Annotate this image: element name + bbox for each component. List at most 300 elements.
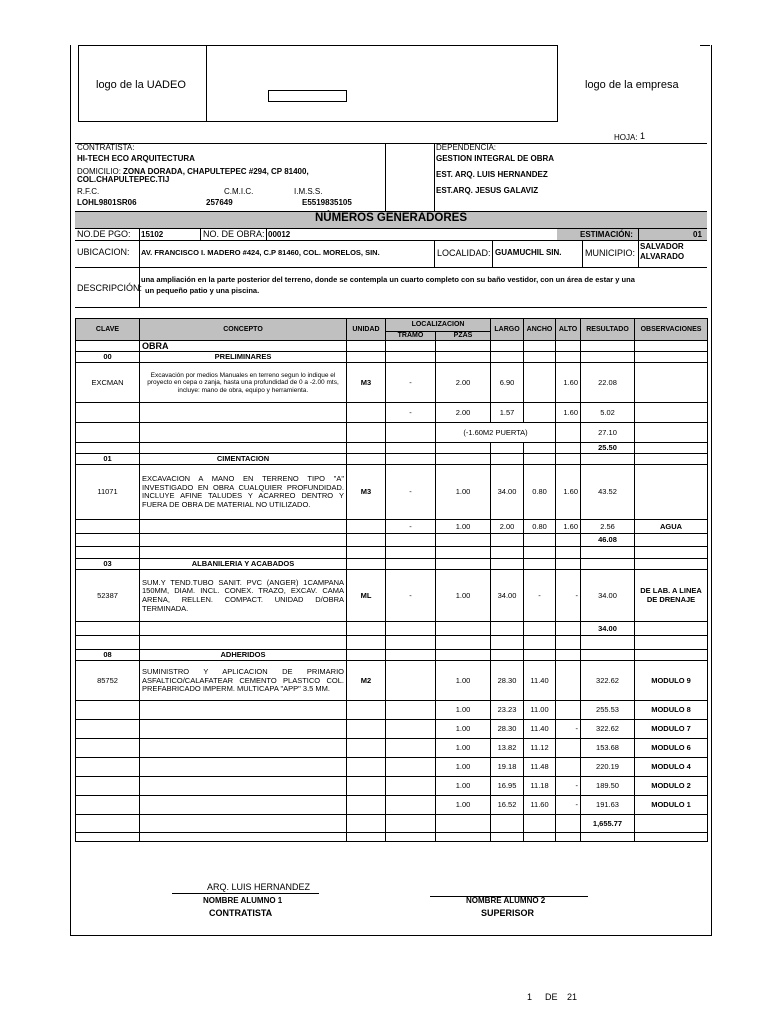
alto-cell (556, 739, 581, 758)
ancho-cell: 11.00 (524, 701, 556, 720)
table-row (76, 520, 708, 534)
resultado-cell: 322.62 (581, 661, 635, 701)
cell (76, 815, 140, 833)
largo-cell: 6.90 (491, 363, 524, 403)
cell (635, 833, 708, 842)
table-row (76, 465, 708, 520)
imss-label: I.M.S.S. (294, 187, 323, 196)
total-row (76, 534, 708, 547)
observaciones-cell: MODULO 6 (635, 739, 708, 758)
alto-cell (556, 661, 581, 701)
cell (556, 352, 581, 363)
cell (140, 547, 347, 559)
concepto-cell (140, 739, 347, 758)
blank-row (76, 547, 708, 559)
info-line-2 (75, 267, 707, 268)
ancho-cell: - (524, 570, 556, 622)
ancho-cell: 11.12 (524, 739, 556, 758)
tramo-cell (386, 777, 436, 796)
total-cell: 46.08 (581, 534, 635, 547)
cell (386, 534, 436, 547)
cell (436, 534, 491, 547)
concepto-cell (140, 720, 347, 739)
cell (436, 443, 491, 454)
cell (491, 454, 524, 465)
cmic-value: 257649 (206, 198, 233, 207)
logo-empresa: logo de la empresa (585, 79, 679, 91)
cell (140, 423, 347, 443)
tramo-cell (386, 701, 436, 720)
largo-cell: 16.95 (491, 777, 524, 796)
clave-cell: 11071 (76, 465, 140, 520)
cell (556, 636, 581, 650)
municipio-label: MUNICIPIO: (585, 248, 636, 258)
total-cell: 1,655.77 (581, 815, 635, 833)
observaciones-cell (635, 403, 708, 423)
tramo-cell (386, 758, 436, 777)
dependency-divider (434, 143, 435, 211)
section-title: CIMENTACION (140, 454, 347, 465)
resultado-cell: 255.53 (581, 701, 635, 720)
cell (556, 559, 581, 570)
alto-cell: - (556, 570, 581, 622)
cell (76, 341, 140, 352)
cell (635, 622, 708, 636)
resultado-cell: 189.50 (581, 777, 635, 796)
imss-value: E5519835105 (302, 198, 352, 207)
pzas-cell: 1.00 (436, 465, 491, 520)
domicilio-value-1: ZONA DORADA, CHAPULTEPEC #294, CP 81400, (123, 167, 309, 176)
note-cell: (-1.60M2 PUERTA) (436, 423, 556, 443)
observaciones-cell: MODULO 9 (635, 661, 708, 701)
section-clave: 00 (76, 352, 140, 363)
cell (347, 454, 386, 465)
concepto-cell: SUM.Y TEND.TUBO SANIT. PVC (ANGER) 1CAMPANA 150MM, DIAM. INCL. CONEX. TRAZO, EXCAV. CAMA ARENA, RELLEN. COMPACT. UNIDAD D/OBRA TERMINADA. (140, 570, 347, 622)
alto-cell: 1.60 (556, 363, 581, 403)
contratista-value: HI-TECH ECO ARQUITECTURA (77, 154, 195, 163)
cell (635, 547, 708, 559)
info-div-6 (492, 240, 493, 267)
cell (635, 534, 708, 547)
cell (581, 341, 635, 352)
cell (635, 352, 708, 363)
cell (347, 352, 386, 363)
clave-cell (76, 796, 140, 815)
cell (386, 636, 436, 650)
cell (491, 833, 524, 842)
cell (76, 622, 140, 636)
obra-row (76, 341, 708, 352)
pzas-cell: 1.00 (436, 520, 491, 534)
cell (491, 559, 524, 570)
section-title: PRELIMINARES (140, 352, 347, 363)
blank-row (76, 833, 708, 842)
cell (386, 547, 436, 559)
rfc-label: R.F.C. (77, 187, 100, 196)
cell (76, 636, 140, 650)
pzas-cell: 1.00 (436, 796, 491, 815)
table-row (76, 758, 708, 777)
cell (556, 443, 581, 454)
alto-cell: - (556, 777, 581, 796)
concepto-cell (140, 701, 347, 720)
largo-cell: 13.82 (491, 739, 524, 758)
cell (140, 534, 347, 547)
cell (635, 443, 708, 454)
total-row (76, 443, 708, 454)
pzas-cell: 1.00 (436, 570, 491, 622)
pzas-cell: 1.00 (436, 758, 491, 777)
info-div-3 (266, 228, 267, 240)
table-row (76, 403, 708, 423)
clave-cell: EXCMAN (76, 363, 140, 403)
observaciones-cell: MODULO 1 (635, 796, 708, 815)
cell (140, 815, 347, 833)
cell (556, 815, 581, 833)
alto-cell: 1.60 (556, 520, 581, 534)
tramo-cell: - (386, 403, 436, 423)
table-row (76, 777, 708, 796)
concepto-cell (140, 758, 347, 777)
ancho-cell: 11.48 (524, 758, 556, 777)
cell (491, 622, 524, 636)
cell (635, 454, 708, 465)
largo-cell: 2.00 (491, 520, 524, 534)
cell (491, 443, 524, 454)
cell (524, 341, 556, 352)
cell (491, 650, 524, 661)
cell (76, 423, 140, 443)
info-div-5 (434, 240, 435, 267)
cell (524, 622, 556, 636)
info-div-8 (638, 240, 639, 267)
cell (524, 352, 556, 363)
cell (347, 547, 386, 559)
descripcion-value-1: una ampliación en la parte posterior del terreno, donde se contempla un cuarto completo con su baño vestidor, con un área de estar y una (141, 275, 635, 284)
pgo-value: 15102 (141, 230, 164, 239)
cell (347, 833, 386, 842)
cell (347, 423, 386, 443)
cell (635, 423, 708, 443)
concepto-cell: EXCAVACION A MANO EN TERRENO TIPO "A" INVESTIGADO EN OBRA CUALQUIER PROFUNDIDAD. INCLUYE AFINE TALUDES Y ACARREO DENTRO Y FUERA DE OBRA DE MATERIAL NO UTILIZADO. (140, 465, 347, 520)
cell (386, 650, 436, 661)
cell (524, 815, 556, 833)
table-row (76, 363, 708, 403)
table-header-row-1 (76, 319, 708, 332)
largo-cell: 28.30 (491, 661, 524, 701)
cell (386, 352, 436, 363)
cell (524, 559, 556, 570)
resultado-cell: 2.56 (581, 520, 635, 534)
cell (436, 547, 491, 559)
observaciones-cell: MODULO 2 (635, 777, 708, 796)
pzas-cell: 1.00 (436, 739, 491, 758)
hoja-value: 1 (640, 131, 646, 141)
concepto-cell (140, 796, 347, 815)
pgo-label: NO.DE PGO: (77, 229, 131, 239)
cell (556, 341, 581, 352)
clave-cell (76, 720, 140, 739)
cell (347, 534, 386, 547)
ancho-cell: 11.40 (524, 661, 556, 701)
section-clave: 08 (76, 650, 140, 661)
ancho-cell (524, 363, 556, 403)
cell (386, 454, 436, 465)
cell (436, 352, 491, 363)
cell (436, 454, 491, 465)
cell (556, 423, 581, 443)
generators-table (75, 318, 708, 842)
top-right-tick (700, 45, 710, 46)
rfc-value: LOHL9801SR06 (77, 198, 137, 207)
col-localizacion: LOCALIZACION (386, 319, 491, 332)
municipio-value-2: ALVARADO (640, 252, 685, 261)
largo-cell: 23.23 (491, 701, 524, 720)
cell (581, 833, 635, 842)
header-small-field (268, 90, 347, 102)
largo-cell: 16.52 (491, 796, 524, 815)
clave-cell (76, 520, 140, 534)
col-alto: ALTO (556, 319, 581, 341)
cell (635, 559, 708, 570)
cell (386, 833, 436, 842)
ancho-cell: 11.60 (524, 796, 556, 815)
ancho-cell: 0.80 (524, 520, 556, 534)
logo-uadeo: logo de la UADEO (96, 79, 186, 91)
info-div-4 (638, 228, 639, 240)
cell (581, 454, 635, 465)
cell (436, 833, 491, 842)
info-div-2 (200, 228, 201, 240)
cell (140, 443, 347, 454)
cell (436, 341, 491, 352)
unidad-cell: M2 (347, 661, 386, 701)
concepto-cell: Excavación por medios Manuales en terreno segun lo indique el proyecto en cepa o zanja, hasta una profundidad de 0 a -2.00 mts, incluye: mano de obra, equipo y herramienta. (140, 363, 347, 403)
unidad-cell: ML (347, 570, 386, 622)
table-row (76, 739, 708, 758)
col-pzas: PZAS (436, 332, 491, 341)
cell (524, 650, 556, 661)
cell (556, 833, 581, 842)
alto-cell: 1.60 (556, 403, 581, 423)
cell (140, 636, 347, 650)
dependencia-est2: EST.ARQ. JESUS GALAVIZ (436, 186, 539, 195)
contractor-divider (385, 143, 386, 211)
clave-cell (76, 701, 140, 720)
resultado-cell: 27.10 (581, 423, 635, 443)
dependencia-value: GESTION INTEGRAL DE OBRA (436, 154, 555, 163)
ancho-cell (524, 403, 556, 423)
resultado-cell: 43.52 (581, 465, 635, 520)
estimacion-label: ESTIMACIÓN: (580, 230, 633, 239)
pzas-cell: 1.00 (436, 661, 491, 701)
total-row (76, 622, 708, 636)
section-title: ALBANILERIA Y ACABADOS (140, 559, 347, 570)
cell (524, 547, 556, 559)
section-row (76, 454, 708, 465)
resultado-cell: 191.63 (581, 796, 635, 815)
section-title: ADHERIDOS (140, 650, 347, 661)
unidad-cell (347, 403, 386, 423)
signature-right-student: NOMBRE ALUMNO 2 (466, 896, 546, 905)
unidad-cell (347, 720, 386, 739)
obra-label: OBRA (140, 341, 347, 352)
cell (524, 833, 556, 842)
col-tramo: TRAMO (386, 332, 436, 341)
cell (347, 650, 386, 661)
page-total: 21 (567, 992, 578, 1002)
obra-label: NO. DE OBRA: (203, 229, 265, 239)
obra-value: 00012 (268, 230, 291, 239)
col-largo: LARGO (491, 319, 524, 341)
domicilio-label: DOMICILIO: (77, 167, 122, 176)
unidad-cell (347, 777, 386, 796)
document-title: NÚMEROS GENERADORES (314, 212, 468, 224)
tramo-cell: - (386, 363, 436, 403)
unidad-cell (347, 739, 386, 758)
cell (347, 636, 386, 650)
localidad-label: LOCALIDAD: (437, 248, 491, 258)
estimacion-value: 01 (693, 230, 702, 239)
cell (386, 815, 436, 833)
dependencia-est1: EST. ARQ. LUIS HERNANDEZ (436, 170, 548, 179)
cell (347, 443, 386, 454)
pzas-cell: 2.00 (436, 403, 491, 423)
resultado-cell: 5.02 (581, 403, 635, 423)
signature-right-role: SUPERISOR (481, 908, 535, 918)
cell (491, 815, 524, 833)
cell (581, 559, 635, 570)
page-number: 1 (527, 992, 533, 1002)
cell (436, 636, 491, 650)
cell (491, 352, 524, 363)
largo-cell: 19.18 (491, 758, 524, 777)
unidad-cell (347, 701, 386, 720)
info-div-7 (582, 240, 583, 267)
info-line-3 (75, 307, 707, 308)
cell (436, 622, 491, 636)
cell (635, 815, 708, 833)
cell (386, 559, 436, 570)
cell (347, 559, 386, 570)
blank-row (76, 636, 708, 650)
tramo-cell (386, 661, 436, 701)
section-clave: 01 (76, 454, 140, 465)
header-center-box (205, 45, 558, 122)
cell (556, 650, 581, 661)
cell (556, 534, 581, 547)
section-row (76, 650, 708, 661)
cell (140, 622, 347, 636)
observaciones-cell: AGUA (635, 520, 708, 534)
contratista-label: CONTRATISTA: (77, 143, 135, 152)
cell (524, 636, 556, 650)
alto-cell: - (556, 720, 581, 739)
municipio-value-1: SALVADOR (640, 242, 684, 251)
col-clave: CLAVE (76, 319, 140, 341)
tramo-cell (386, 720, 436, 739)
ancho-cell: 11.18 (524, 777, 556, 796)
concepto-cell (140, 777, 347, 796)
tramo-cell: - (386, 570, 436, 622)
resultado-cell: 153.68 (581, 739, 635, 758)
alto-cell (556, 758, 581, 777)
cell (491, 341, 524, 352)
col-resultado: RESULTADO (581, 319, 635, 341)
cell (635, 650, 708, 661)
unidad-cell (347, 758, 386, 777)
signature-left-role: CONTRATISTA (209, 908, 273, 918)
clave-cell (76, 777, 140, 796)
observaciones-cell: MODULO 4 (635, 758, 708, 777)
col-unidad: UNIDAD (347, 319, 386, 341)
largo-cell: 28.30 (491, 720, 524, 739)
tramo-cell: - (386, 465, 436, 520)
cell (556, 622, 581, 636)
cell (436, 815, 491, 833)
clave-cell (76, 739, 140, 758)
cell (635, 636, 708, 650)
table-row (76, 570, 708, 622)
unidad-cell: M3 (347, 465, 386, 520)
page-de: DE (545, 992, 558, 1002)
unidad-cell: M3 (347, 363, 386, 403)
descripcion-value-2: un pequeño patio y una piscina. (145, 286, 260, 295)
descripcion-label: DESCRIPCIÓN: (77, 283, 143, 293)
col-ancho: ANCHO (524, 319, 556, 341)
alto-cell: - (556, 796, 581, 815)
dependencia-label: DEPENDENCIA: (436, 143, 497, 152)
section-row (76, 559, 708, 570)
cell (347, 622, 386, 636)
cell (386, 443, 436, 454)
unidad-cell (347, 796, 386, 815)
signature-left-name: ARQ. LUIS HERNANDEZ (207, 882, 311, 892)
cell (556, 547, 581, 559)
cell (140, 833, 347, 842)
observaciones-cell (635, 363, 708, 403)
cell (76, 547, 140, 559)
observaciones-cell: MODULO 7 (635, 720, 708, 739)
cell (581, 547, 635, 559)
clave-cell: 85752 (76, 661, 140, 701)
unidad-cell (347, 520, 386, 534)
section-clave: 03 (76, 559, 140, 570)
concepto-cell: SUMINISTRO Y APLICACION DE PRIMARIO ASFALTICO/CALAFATEAR CEMENTO PLASTICO COL. PREFABRICADO IMPERM. MULTICAPA "APP" 3.5 MM. (140, 661, 347, 701)
resultado-cell: 34.00 (581, 570, 635, 622)
clave-cell (76, 403, 140, 423)
largo-cell: 34.00 (491, 570, 524, 622)
table-row (76, 701, 708, 720)
concepto-cell (140, 520, 347, 534)
resultado-cell: 322.62 (581, 720, 635, 739)
total-cell: 25.50 (581, 443, 635, 454)
observaciones-cell (635, 465, 708, 520)
total-row (76, 815, 708, 833)
cell (524, 534, 556, 547)
cell (76, 833, 140, 842)
hoja-label: HOJA: (614, 133, 638, 142)
cell (524, 454, 556, 465)
largo-cell: 34.00 (491, 465, 524, 520)
resultado-cell: 220.19 (581, 758, 635, 777)
cell (524, 443, 556, 454)
total-cell: 34.00 (581, 622, 635, 636)
info-line-1 (75, 240, 707, 241)
pzas-cell: 2.00 (436, 363, 491, 403)
cell (491, 636, 524, 650)
signature-left-line (172, 893, 319, 894)
